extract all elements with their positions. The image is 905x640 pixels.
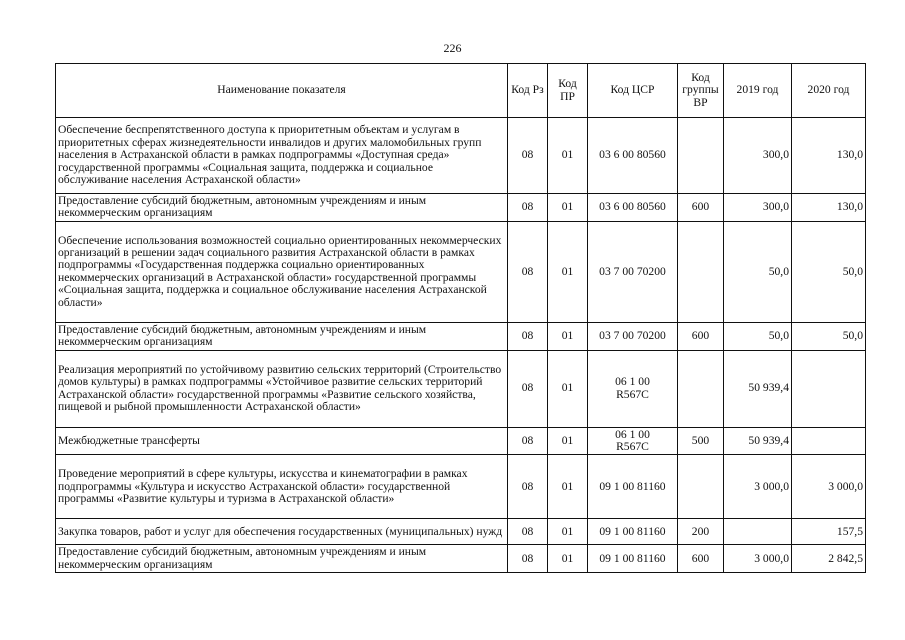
cell-vr	[678, 350, 724, 427]
cell-csr: 09 1 00 81160	[588, 455, 678, 519]
cell-2020	[792, 350, 866, 427]
table-row	[56, 455, 866, 519]
cell-csr: 03 6 00 80560	[588, 118, 678, 194]
cell-vr: 600	[678, 545, 724, 573]
cell-2020: 130,0	[792, 194, 866, 222]
cell-pr: 01	[548, 350, 588, 427]
table-row	[56, 427, 866, 455]
cell-rz: 08	[508, 194, 548, 222]
table-row	[56, 519, 866, 545]
cell-pr: 01	[548, 545, 588, 573]
cell-name: Реализация мероприятий по устойчивому развитию сельских территорий (Строительство домов культуры) в рамках подпрограммы «Устойчивое развитие сельских территорий Астраханской области» государственной программы «Развитие сельского хозяйства, пищевой и рыбной промышленности Астраханской области»	[56, 350, 508, 427]
header-rz: Код Рз	[508, 64, 548, 118]
cell-vr: 600	[678, 322, 724, 350]
cell-name: Предоставление субсидий бюджетным, автономным учреждениям и иным некоммерческим организациям	[56, 194, 508, 222]
cell-2020: 3 000,0	[792, 455, 866, 519]
cell-name: Закупка товаров, работ и услуг для обеспечения государственных (муниципальных) нужд	[56, 519, 508, 545]
cell-rz: 08	[508, 455, 548, 519]
cell-2019: 300,0	[724, 194, 792, 222]
cell-vr	[678, 221, 724, 322]
cell-2020: 50,0	[792, 322, 866, 350]
cell-vr	[678, 455, 724, 519]
cell-csr: 06 1 00 R567C	[588, 350, 678, 427]
cell-csr: 09 1 00 81160	[588, 519, 678, 545]
cell-rz: 08	[508, 350, 548, 427]
cell-pr: 01	[548, 427, 588, 455]
cell-name: Обеспечение беспрепятственного доступа к приоритетным объектам и услугам в приоритетных сферах жизнедеятельности инвалидов и других маломобильных групп населения в Астраханской области в рамках подпрограммы «Доступная среда» государственной программы «Социальная защита, поддержка и социальное обслуживание населения Астраханской области»	[56, 118, 508, 194]
cell-2019: 50 939,4	[724, 427, 792, 455]
cell-pr: 01	[548, 322, 588, 350]
cell-2019: 300,0	[724, 118, 792, 194]
cell-rz: 08	[508, 545, 548, 573]
cell-2019: 50,0	[724, 322, 792, 350]
cell-pr: 01	[548, 455, 588, 519]
cell-2019	[724, 519, 792, 545]
cell-2020	[792, 427, 866, 455]
header-name: Наименование показателя	[56, 64, 508, 118]
cell-vr: 500	[678, 427, 724, 455]
table-row	[56, 322, 866, 350]
cell-pr: 01	[548, 118, 588, 194]
cell-name: Обеспечение использования возможностей социально ориентированных некоммерческих организаций в решении задач социального развития Астраханской области в рамках подпрограммы «Государственная поддержка социально ориентированных некоммерческих организаций в Астраханской области» государственной программы «Социальная защита, поддержка и социальное обслуживание населения Астраханской области»	[56, 221, 508, 322]
cell-pr: 01	[548, 519, 588, 545]
cell-2019: 50 939,4	[724, 350, 792, 427]
cell-name: Проведение мероприятий в сфере культуры, искусства и кинематографии в рамках подпрограммы «Культура и искусство Астраханской области» государственной программы «Развитие культуры и туризма в Астраханской области»	[56, 455, 508, 519]
cell-2020: 130,0	[792, 118, 866, 194]
cell-rz: 08	[508, 427, 548, 455]
cell-vr: 200	[678, 519, 724, 545]
table-row	[56, 545, 866, 573]
cell-2020: 2 842,5	[792, 545, 866, 573]
header-csr: Код ЦСР	[588, 64, 678, 118]
header-vr: Код группы ВР	[678, 64, 724, 118]
cell-2019: 50,0	[724, 221, 792, 322]
table-row	[56, 221, 866, 322]
cell-rz: 08	[508, 322, 548, 350]
cell-2019: 3 000,0	[724, 545, 792, 573]
cell-csr: 03 7 00 70200	[588, 322, 678, 350]
cell-pr: 01	[548, 194, 588, 222]
cell-name: Межбюджетные трансферты	[56, 427, 508, 455]
budget-table	[55, 63, 866, 573]
cell-name: Предоставление субсидий бюджетным, автономным учреждениям и иным некоммерческим организациям	[56, 545, 508, 573]
header-2020: 2020 год	[792, 64, 866, 118]
cell-csr: 06 1 00 R567C	[588, 427, 678, 455]
cell-rz: 08	[508, 118, 548, 194]
table-row	[56, 118, 866, 194]
header-2019: 2019 год	[724, 64, 792, 118]
cell-2019: 3 000,0	[724, 455, 792, 519]
cell-2020: 157,5	[792, 519, 866, 545]
cell-pr: 01	[548, 221, 588, 322]
cell-rz: 08	[508, 221, 548, 322]
table-row	[56, 194, 866, 222]
page-number: 226	[443, 41, 462, 55]
cell-csr: 09 1 00 81160	[588, 545, 678, 573]
cell-2020: 50,0	[792, 221, 866, 322]
table-row	[56, 350, 866, 427]
cell-rz: 08	[508, 519, 548, 545]
cell-csr: 03 6 00 80560	[588, 194, 678, 222]
header-row	[56, 64, 866, 118]
cell-csr: 03 7 00 70200	[588, 221, 678, 322]
cell-name: Предоставление субсидий бюджетным, автономным учреждениям и иным некоммерческим организациям	[56, 322, 508, 350]
cell-vr: 600	[678, 194, 724, 222]
header-pr: Код ПР	[548, 64, 588, 118]
cell-vr	[678, 118, 724, 194]
